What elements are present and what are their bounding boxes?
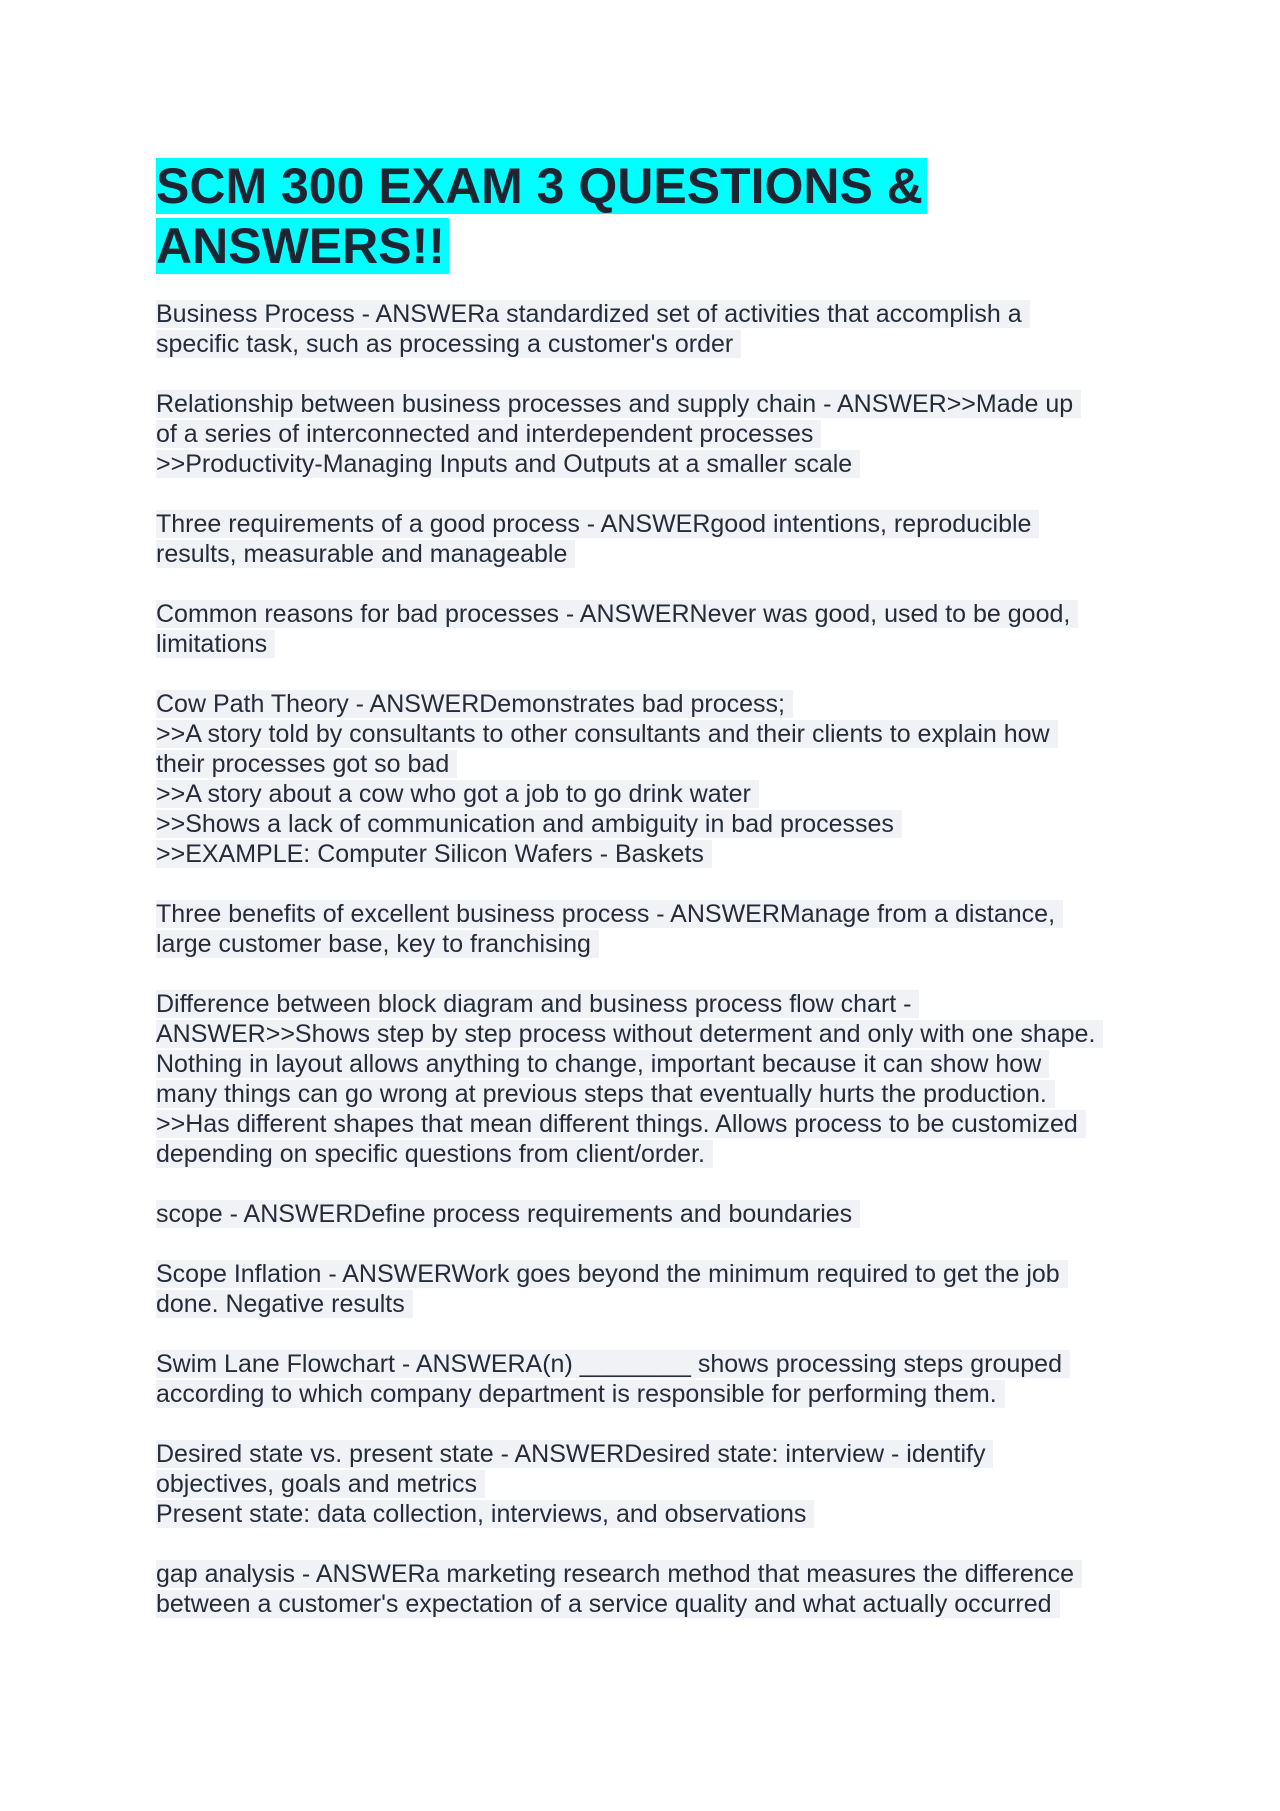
qa-line-text: Three requirements of a good process - ANSWERgood intentions, reproducible bbox=[156, 510, 1039, 538]
qa-line bbox=[156, 1259, 1156, 1289]
qa-line-text: Desired state vs. present state - ANSWERDesired state: interview - identify bbox=[156, 1440, 993, 1468]
qa-line bbox=[156, 1499, 1156, 1529]
qa-line-text: gap analysis - ANSWERa marketing research method that measures the difference bbox=[156, 1560, 1082, 1588]
qa-line bbox=[156, 299, 1156, 329]
qa-line bbox=[156, 599, 1156, 629]
qa-line-text: >>Productivity-Managing Inputs and Outputs at a smaller scale bbox=[156, 450, 860, 478]
qa-item bbox=[156, 599, 1156, 659]
qa-line-text: Business Process - ANSWERa standardized set of activities that accomplish a bbox=[156, 300, 1030, 328]
qa-line bbox=[156, 989, 1156, 1019]
qa-item bbox=[156, 899, 1156, 959]
qa-item bbox=[156, 1439, 1156, 1529]
qa-line bbox=[156, 419, 1156, 449]
qa-line bbox=[156, 1349, 1156, 1379]
document-title bbox=[156, 156, 1156, 276]
qa-line bbox=[156, 1439, 1156, 1469]
qa-line bbox=[156, 1589, 1156, 1619]
qa-line-text: many things can go wrong at previous steps that eventually hurts the production. bbox=[156, 1080, 1055, 1108]
qa-line bbox=[156, 1469, 1156, 1499]
qa-item bbox=[156, 1559, 1156, 1619]
qa-item bbox=[156, 1259, 1156, 1319]
qa-item bbox=[156, 299, 1156, 359]
qa-line bbox=[156, 899, 1156, 929]
qa-line-text: Three benefits of excellent business process - ANSWERManage from a distance, bbox=[156, 900, 1063, 928]
qa-line-text: >>A story told by consultants to other consultants and their clients to explain how bbox=[156, 720, 1058, 748]
qa-line bbox=[156, 629, 1156, 659]
title-line-2: ANSWERS!! bbox=[156, 218, 449, 274]
qa-line-text: between a customer's expectation of a service quality and what actually occurred bbox=[156, 1590, 1060, 1618]
qa-item bbox=[156, 1349, 1156, 1409]
qa-line-text: objectives, goals and metrics bbox=[156, 1470, 485, 1498]
qa-line-text: Difference between block diagram and business process flow chart - bbox=[156, 990, 919, 1018]
qa-line-text: large customer base, key to franchising bbox=[156, 930, 599, 958]
qa-line-text: specific task, such as processing a customer's order bbox=[156, 330, 741, 358]
qa-line-text: their processes got so bad bbox=[156, 750, 457, 778]
qa-line bbox=[156, 1379, 1156, 1409]
qa-line-text: Nothing in layout allows anything to change, important because it can show how bbox=[156, 1050, 1049, 1078]
qa-line bbox=[156, 1559, 1156, 1589]
qa-line bbox=[156, 749, 1156, 779]
qa-line bbox=[156, 1199, 1156, 1229]
qa-line bbox=[156, 539, 1156, 569]
qa-line-text: >>EXAMPLE: Computer Silicon Wafers - Baskets bbox=[156, 840, 712, 868]
qa-line bbox=[156, 329, 1156, 359]
qa-line-text: >>Shows a lack of communication and ambiguity in bad processes bbox=[156, 810, 902, 838]
qa-line-text: of a series of interconnected and interdependent processes bbox=[156, 420, 821, 448]
qa-line-text: >>Has different shapes that mean different things. Allows process to be customized bbox=[156, 1110, 1086, 1138]
qa-line-text: according to which company department is responsible for performing them. bbox=[156, 1380, 1005, 1408]
qa-line bbox=[156, 689, 1156, 719]
qa-line bbox=[156, 389, 1156, 419]
qa-line bbox=[156, 1019, 1156, 1049]
title-line-1: SCM 300 EXAM 3 QUESTIONS & bbox=[156, 158, 927, 214]
qa-item bbox=[156, 989, 1156, 1169]
qa-line bbox=[156, 779, 1156, 809]
qa-line bbox=[156, 449, 1156, 479]
qa-line bbox=[156, 929, 1156, 959]
qa-list bbox=[156, 299, 1156, 1619]
qa-line-text: Scope Inflation - ANSWERWork goes beyond the minimum required to get the job bbox=[156, 1260, 1068, 1288]
qa-line bbox=[156, 1079, 1156, 1109]
qa-item bbox=[156, 389, 1156, 479]
qa-line-text: done. Negative results bbox=[156, 1290, 413, 1318]
qa-line-text: limitations bbox=[156, 630, 275, 658]
qa-line bbox=[156, 839, 1156, 869]
qa-line bbox=[156, 1049, 1156, 1079]
qa-item bbox=[156, 1199, 1156, 1229]
qa-line-text: Present state: data collection, interviews, and observations bbox=[156, 1500, 814, 1528]
qa-line bbox=[156, 809, 1156, 839]
qa-line bbox=[156, 1109, 1156, 1139]
qa-line bbox=[156, 509, 1156, 539]
qa-line-text: results, measurable and manageable bbox=[156, 540, 575, 568]
qa-line-text: Relationship between business processes and supply chain - ANSWER>>Made up bbox=[156, 390, 1081, 418]
qa-line bbox=[156, 719, 1156, 749]
qa-line-text: ANSWER>>Shows step by step process without determent and only with one shape. bbox=[156, 1020, 1103, 1048]
qa-line bbox=[156, 1139, 1156, 1169]
qa-item bbox=[156, 509, 1156, 569]
qa-item bbox=[156, 689, 1156, 869]
qa-line bbox=[156, 1289, 1156, 1319]
qa-line-text: Swim Lane Flowchart - ANSWERA(n) ________ shows processing steps grouped bbox=[156, 1350, 1070, 1378]
document-page bbox=[156, 156, 1156, 1649]
qa-line-text: >>A story about a cow who got a job to go drink water bbox=[156, 780, 759, 808]
qa-line-text: Common reasons for bad processes - ANSWERNever was good, used to be good, bbox=[156, 600, 1078, 628]
qa-line-text: Cow Path Theory - ANSWERDemonstrates bad process; bbox=[156, 690, 793, 718]
qa-line-text: scope - ANSWERDefine process requirements and boundaries bbox=[156, 1200, 860, 1228]
qa-line-text: depending on specific questions from client/order. bbox=[156, 1140, 713, 1168]
